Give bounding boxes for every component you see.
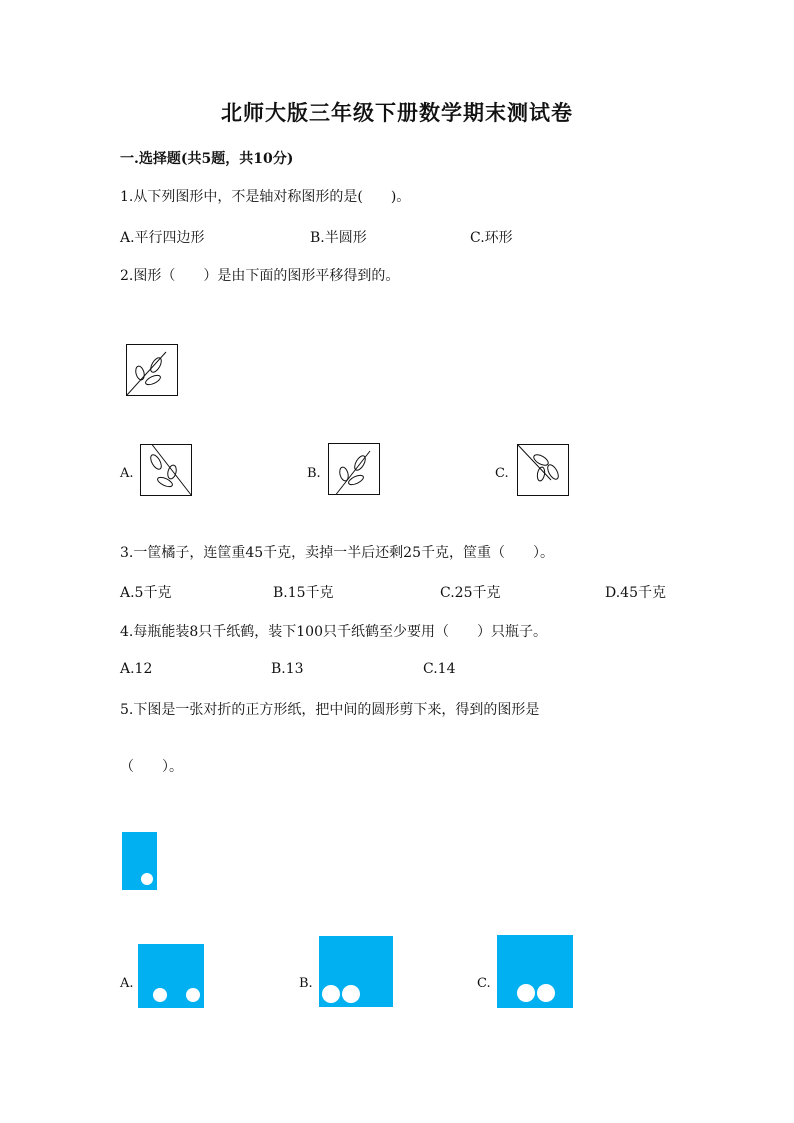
section-heading: 一.选择题(共5题，共10分) — [120, 151, 294, 167]
q5-option-b-figure[interactable] — [319, 936, 393, 1007]
q5-folded-paper-figure — [122, 832, 157, 890]
q1-option-b[interactable]: B.半圆形 — [310, 230, 367, 246]
question-5-blank: （ ）。 — [120, 759, 183, 775]
q2-reference-figure — [126, 344, 178, 396]
q3-option-c[interactable]: C.25千克 — [440, 585, 501, 601]
q4-option-b[interactable]: B.13 — [271, 661, 304, 677]
q5-option-b-label[interactable]: B. — [299, 976, 313, 991]
question-4: 4.每瓶能装8只千纸鹤，装下100只千纸鹤至少要用（ ）只瓶子。 — [120, 624, 547, 640]
q5-option-a-label[interactable]: A. — [120, 976, 134, 991]
q2-option-c-figure[interactable] — [517, 444, 569, 496]
q4-option-a[interactable]: A.12 — [120, 661, 153, 677]
q4-option-c[interactable]: C.14 — [423, 661, 456, 677]
q3-option-a[interactable]: A.5千克 — [120, 585, 172, 601]
question-5: 5.下图是一张对折的正方形纸，把中间的圆形剪下来，得到的图形是 — [120, 702, 540, 718]
question-2: 2.图形（ ）是由下面的图形平移得到的。 — [120, 268, 400, 284]
q1-option-a[interactable]: A.平行四边形 — [120, 230, 205, 246]
q2-option-a-label[interactable]: A. — [120, 466, 134, 481]
q3-option-b[interactable]: B.15千克 — [273, 585, 334, 601]
page-title: 北师大版三年级下册数学期末测试卷 — [221, 100, 573, 125]
q5-option-c-figure[interactable] — [497, 935, 573, 1008]
q5-option-c-label[interactable]: C. — [477, 976, 491, 991]
question-1: 1.从下列图形中，不是轴对称图形的是( )。 — [120, 189, 411, 205]
q2-option-b-label[interactable]: B. — [307, 466, 321, 481]
q2-option-b-figure[interactable] — [328, 443, 380, 495]
q5-option-a-figure[interactable] — [138, 944, 204, 1008]
question-3: 3.一筐橘子，连筐重45千克，卖掉一半后还剩25千克，筐重（ ）。 — [120, 545, 554, 561]
q3-option-d[interactable]: D.45千克 — [605, 585, 666, 601]
q2-option-a-figure[interactable] — [140, 444, 192, 496]
q1-option-c[interactable]: C.环形 — [470, 230, 513, 246]
q2-option-c-label[interactable]: C. — [495, 466, 509, 481]
